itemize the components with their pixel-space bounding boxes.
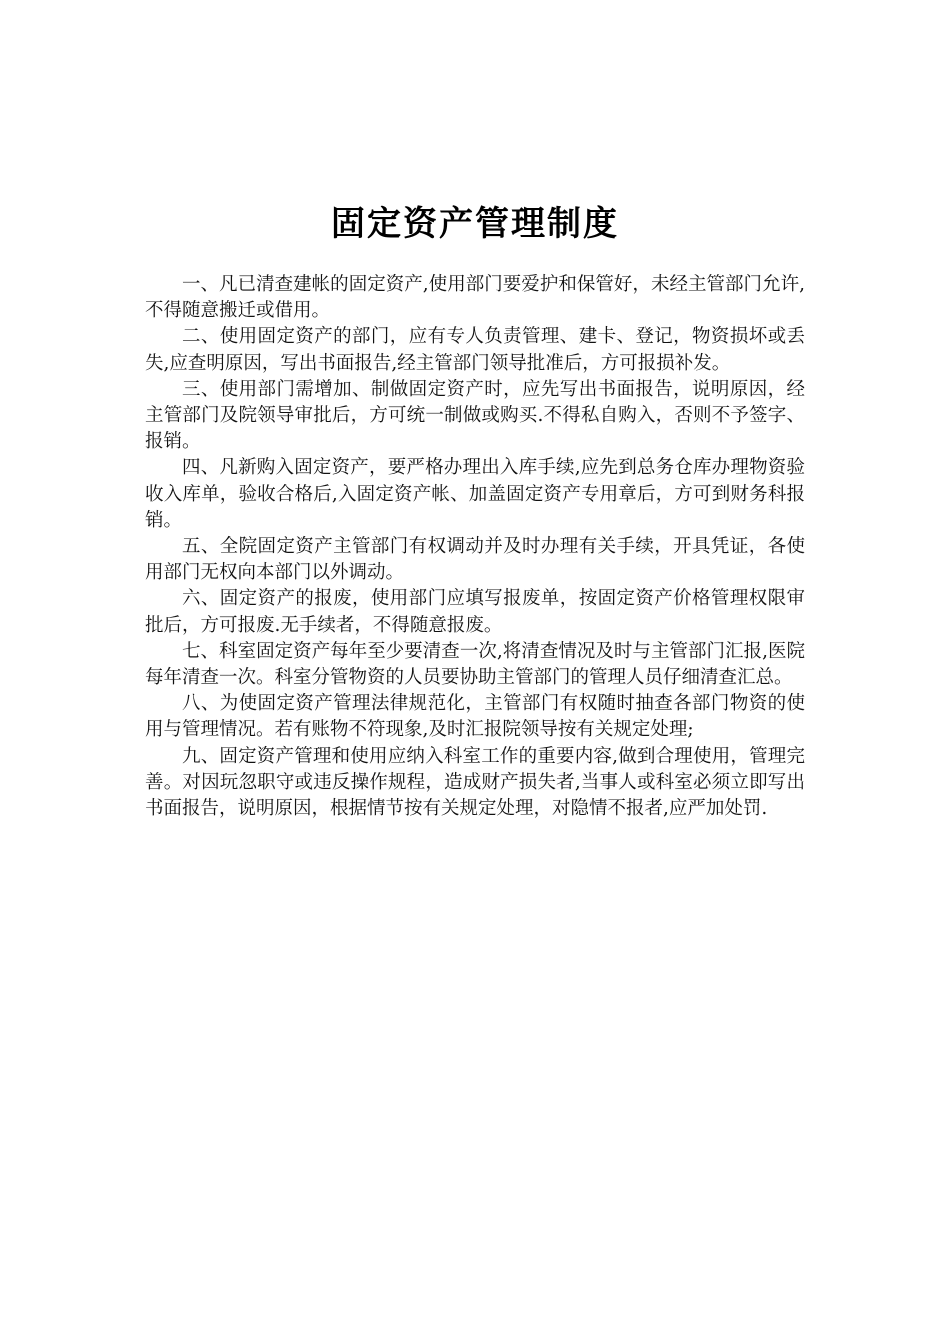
document-title: 固定资产管理制度 bbox=[331, 204, 619, 244]
paragraph-1: 一、凡已清查建帐的固定资产,使用部门要爱护和保管好，未经主管部门允许,不得随意搬迁或借用。 bbox=[145, 274, 805, 322]
paragraph-4: 四、凡新购入固定资产，要严格办理出入库手续,应先到总务仓库办理物资验收入库单，验收合格后,入固定资产帐、加盖固定资产专用章后，方可到财务科报销。 bbox=[145, 457, 805, 531]
paragraph-6: 六、固定资产的报废，使用部门应填写报废单，按固定资产价格管理权限审批后，方可报废.无手续者，不得随意报废。 bbox=[145, 588, 805, 636]
paragraph-5: 五、全院固定资产主管部门有权调动并及时办理有关手续，开具凭证，各使用部门无权向本部门以外调动。 bbox=[145, 536, 805, 584]
paragraph-8: 八、为使固定资产管理法律规范化，主管部门有权随时抽查各部门物资的使用与管理情况。若有账物不符现象,及时汇报院领导按有关规定处理; bbox=[145, 693, 805, 741]
document-body bbox=[145, 272, 805, 822]
paragraph-9: 九、固定资产管理和使用应纳入科室工作的重要内容,做到合理使用，管理完善。对因玩忽职守或违反操作规程，造成财产损失者,当事人或科室必须立即写出书面报告，说明原因，根据情节按有关规定处理，对隐情不报者,应严加处罚. bbox=[145, 745, 805, 820]
paragraph-2: 二、使用固定资产的部门，应有专人负责管理、建卡、登记，物资损坏或丢失,应查明原因，写出书面报告,经主管部门领导批准后，方可报损补发。 bbox=[145, 326, 805, 374]
paragraph-7: 七、科室固定资产每年至少要清查一次,将清查情况及时与主管部门汇报,医院每年清查一次。科室分管物资的人员要协助主管部门的管理人员仔细清查汇总。 bbox=[145, 640, 805, 689]
paragraph-3: 三、使用部门需增加、制做固定资产时，应先写出书面报告，说明原因，经主管部门及院领导审批后，方可统一制做或购买.不得私自购入，否则不予签字、报销。 bbox=[145, 378, 805, 453]
